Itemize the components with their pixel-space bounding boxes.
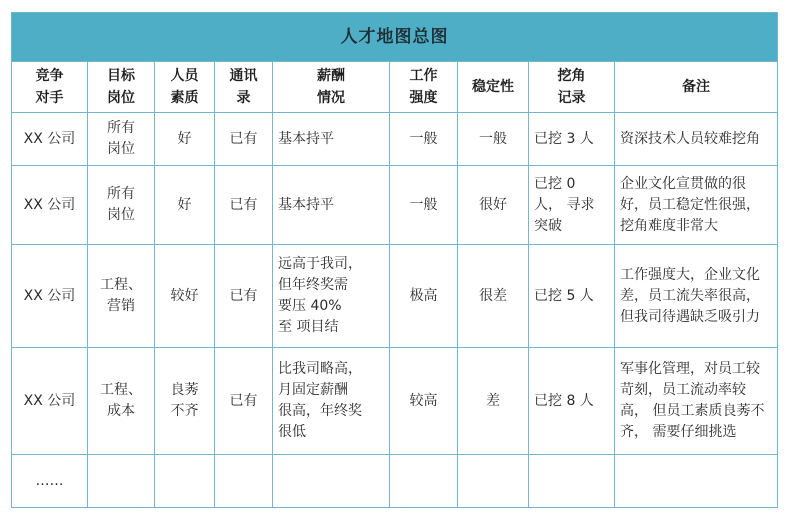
cell-quality <box>155 455 215 508</box>
header-poach-record: 挖角 记录 <box>529 62 615 113</box>
cell-position: 所有 岗位 <box>88 113 155 166</box>
cell-poach <box>529 455 615 508</box>
cell-notes: 资深技术人员较难挖角 <box>615 113 778 166</box>
header-stability: 稳定性 <box>458 62 529 113</box>
cell-notes: 企业文化宣贯做的很 好，员工稳定性很强， 挖角难度非常大 <box>615 166 778 245</box>
cell-position: 工程、 营销 <box>88 245 155 348</box>
cell-stability: 差 <box>458 348 529 455</box>
header-competitor: 竞争 对手 <box>12 62 88 113</box>
cell-contacts: 已有 <box>215 348 273 455</box>
cell-contacts: 已有 <box>215 113 273 166</box>
header-notes: 备注 <box>615 62 778 113</box>
cell-notes: 工作强度大，企业文化 差，员工流失率很高， 但我司待遇缺乏吸引力 <box>615 245 778 348</box>
cell-stability: 一般 <box>458 113 529 166</box>
cell-competitor: XX 公司 <box>12 348 88 455</box>
cell-intensity: 极高 <box>390 245 458 348</box>
cell-position <box>88 455 155 508</box>
cell-position: 工程、 成本 <box>88 348 155 455</box>
cell-quality: 好 <box>155 166 215 245</box>
cell-notes: 军事化管理，对员工较 苛刻，员工流动率较 高， 但员工素质良莠不 齐， 需要仔细挑选 <box>615 348 778 455</box>
cell-competitor: XX 公司 <box>12 245 88 348</box>
cell-stability <box>458 455 529 508</box>
table-row <box>12 348 778 455</box>
cell-poach: 已挖 8 人 <box>529 348 615 455</box>
header-row <box>12 62 778 113</box>
header-contacts: 通讯 录 <box>215 62 273 113</box>
table-row <box>12 113 778 166</box>
cell-intensity: 一般 <box>390 113 458 166</box>
table-row <box>12 245 778 348</box>
cell-quality: 好 <box>155 113 215 166</box>
cell-competitor: …… <box>12 455 88 508</box>
cell-quality: 良莠 不齐 <box>155 348 215 455</box>
cell-salary <box>273 455 390 508</box>
header-salary: 薪酬 情况 <box>273 62 390 113</box>
cell-contacts <box>215 455 273 508</box>
header-work-intensity: 工作 强度 <box>390 62 458 113</box>
cell-contacts: 已有 <box>215 166 273 245</box>
cell-poach: 已挖 5 人 <box>529 245 615 348</box>
header-target-position: 目标 岗位 <box>88 62 155 113</box>
cell-poach: 已挖 3 人 <box>529 113 615 166</box>
cell-salary <box>273 245 390 348</box>
table-title: 人才地图总图 <box>12 13 778 62</box>
cell-intensity <box>390 455 458 508</box>
cell-salary: 基本持平 <box>273 166 390 245</box>
cell-salary: 比我司略高， 月固定薪酬 很高，年终奖 很低 <box>273 348 390 455</box>
cell-competitor: XX 公司 <box>12 166 88 245</box>
cell-position: 所有 岗位 <box>88 166 155 245</box>
cell-stability: 很好 <box>458 166 529 245</box>
header-staff-quality: 人员 素质 <box>155 62 215 113</box>
cell-notes <box>615 455 778 508</box>
table-row <box>12 455 778 508</box>
talent-map-table <box>11 12 778 508</box>
poach-text-clip: 已挖 0 人， 寻求 突破 <box>534 175 595 234</box>
cell-stability: 很差 <box>458 245 529 348</box>
talent-map-sheet <box>11 12 777 508</box>
cell-competitor: XX 公司 <box>12 113 88 166</box>
cell-intensity: 较高 <box>390 348 458 455</box>
salary-text-clip: 远高于我司， 但年终奖需 要压 40% 至 项目结 <box>278 256 362 335</box>
cell-contacts: 已有 <box>215 245 273 348</box>
cell-salary: 基本持平 <box>273 113 390 166</box>
table-row <box>12 166 778 245</box>
cell-poach <box>529 166 615 245</box>
cell-quality: 较好 <box>155 245 215 348</box>
cell-intensity: 一般 <box>390 166 458 245</box>
